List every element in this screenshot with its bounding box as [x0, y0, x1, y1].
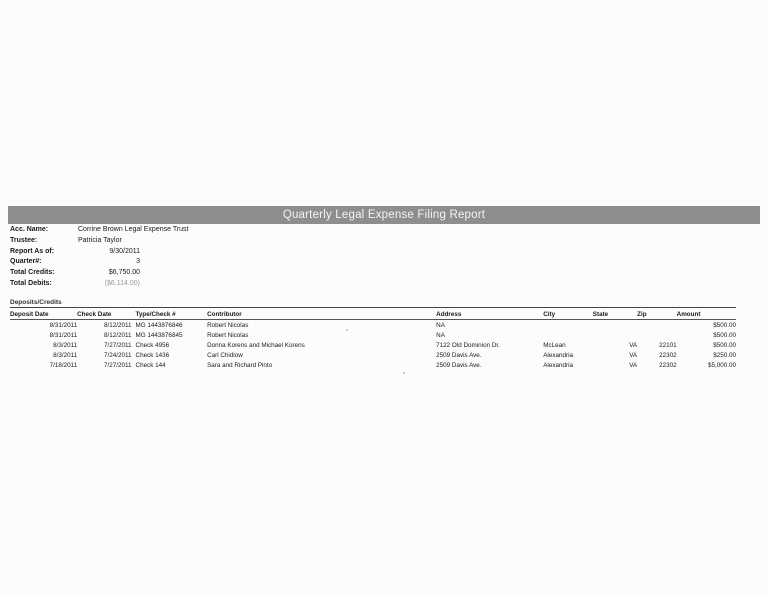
address-cell: 2509 Davis Ave.	[436, 362, 482, 370]
deposit-date-cell: 8/31/2011	[49, 321, 78, 329]
meta-label: Quarter#:	[10, 258, 42, 266]
check-date-cell: 7/27/2011	[103, 341, 132, 349]
table-row	[10, 330, 736, 340]
section-divider	[10, 307, 736, 308]
col-amount: Amount	[677, 309, 736, 320]
total-debits-value: ($6,114.00)	[104, 279, 140, 287]
trustee-value: Patricia Taylor	[78, 236, 122, 244]
contributor-cell: Robert Nicolas	[207, 321, 249, 329]
type-check-cell: MG 1443876845	[135, 331, 183, 339]
col-contributor: Contributor	[203, 309, 436, 320]
amount-cell: $5,000.00	[707, 362, 736, 370]
check-date-cell: 7/24/2011	[103, 352, 132, 360]
col-deposit-date: Deposit Date	[10, 309, 77, 320]
col-check-date: Check Date	[77, 309, 131, 320]
meta-label: Acc. Name:	[10, 226, 49, 233]
total-credits-value: $6,750.00	[108, 269, 140, 277]
col-state: State	[593, 309, 637, 320]
address-cell: NA	[436, 331, 445, 339]
table-row	[10, 351, 736, 361]
deposits-section-label: Deposits/Credits	[10, 299, 62, 306]
zip-cell: 22101	[659, 341, 677, 349]
col-city: City	[543, 309, 593, 320]
deposits-table	[10, 309, 736, 371]
state-cell: VA	[629, 362, 638, 370]
type-check-cell: MG 1443876846	[135, 321, 183, 329]
type-check-cell: Check 1436	[135, 352, 170, 360]
contributor-cell: Sara and Richard Pinto	[207, 362, 273, 370]
city-cell: McLean	[543, 341, 566, 349]
amount-cell: $250.00	[713, 352, 736, 360]
col-zip: Zip	[637, 309, 677, 320]
meta-label: Total Debits:	[10, 279, 52, 287]
table-row	[10, 320, 736, 331]
state-cell: VA	[629, 352, 638, 360]
deposit-date-cell: 8/3/2011	[53, 341, 78, 349]
contributor-cell: Robert Nicolas	[207, 331, 249, 339]
state-cell	[593, 330, 637, 340]
meta-row-quarter	[10, 258, 270, 269]
state-cell	[593, 320, 637, 331]
meta-label: Total Credits:	[10, 269, 55, 277]
col-type-check: Type/Check #	[132, 309, 204, 320]
meta-row-account-name	[10, 226, 270, 237]
deposit-date-cell: 8/3/2011	[53, 352, 78, 360]
meta-label: Trustee:	[10, 236, 38, 244]
col-address: Address	[436, 309, 543, 320]
check-date-cell: 8/12/2011	[103, 321, 132, 329]
meta-label: Report As of:	[10, 247, 55, 255]
deposit-date-cell: 8/31/2011	[49, 331, 78, 339]
meta-row-total-credits	[10, 269, 270, 280]
address-cell: NA	[436, 321, 445, 329]
report-title-banner	[8, 206, 760, 224]
address-cell: 7122 Old Dominion Dr.	[436, 341, 500, 349]
table-row	[10, 340, 736, 350]
city-cell	[543, 330, 593, 340]
meta-row-total-debits	[10, 280, 270, 291]
report-title: Quarterly Legal Expense Filing Report	[282, 209, 486, 221]
amount-cell: $500.00	[713, 341, 736, 349]
scan-speck	[403, 372, 405, 374]
account-summary	[10, 226, 270, 291]
table-header-row	[10, 309, 736, 320]
quarter-value: 3	[136, 258, 140, 266]
amount-cell: $500.00	[713, 321, 736, 329]
meta-row-report-date	[10, 248, 270, 259]
check-date-cell: 8/12/2011	[103, 331, 132, 339]
contributor-cell: Carl Chidlow	[207, 352, 243, 360]
city-cell	[543, 320, 593, 331]
scan-speck	[346, 329, 348, 331]
account-name-value: Corrine Brown Legal Expense Trust	[78, 226, 189, 233]
zip-cell: 22302	[659, 352, 677, 360]
amount-cell: $500.00	[713, 331, 736, 339]
meta-row-trustee	[10, 237, 270, 248]
report-date-value: 9/30/2011	[109, 247, 140, 255]
zip-cell	[637, 330, 677, 340]
type-check-cell: Check 144	[135, 362, 166, 370]
type-check-cell: Check 4956	[135, 341, 170, 349]
zip-cell	[637, 320, 677, 331]
city-cell: Alexandria	[543, 352, 573, 360]
deposit-date-cell: 7/18/2011	[49, 362, 78, 370]
zip-cell: 22302	[659, 362, 677, 370]
state-cell: VA	[629, 341, 638, 349]
contributor-cell: Donna Korens and Michael Korens	[207, 341, 305, 349]
check-date-cell: 7/27/2011	[103, 362, 132, 370]
address-cell: 2509 Davis Ave.	[436, 352, 482, 360]
table-row	[10, 361, 736, 371]
city-cell: Alexandria	[543, 362, 573, 370]
